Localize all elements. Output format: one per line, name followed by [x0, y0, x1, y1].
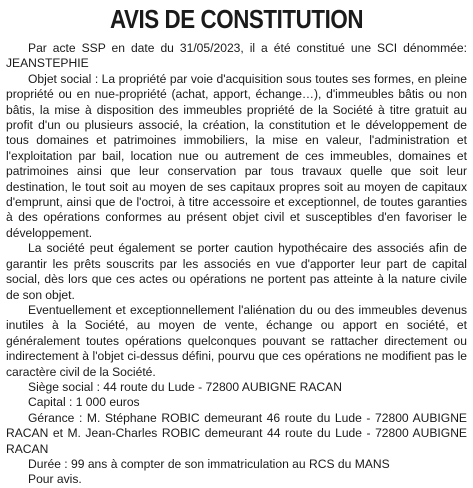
- notice-title: AVIS DE CONSTITUTION: [109, 4, 364, 34]
- gerance-paragraph: Gérance : M. Stéphane ROBIC demeurant 46 route du Lude - 72800 AUBIGNE RACAN et M. Jean-Charles ROBIC demeurant 44 route du Lude - 72800 AUBIGNE RACAN: [6, 410, 467, 456]
- duree-line: Durée : 99 ans à compter de son immatriculation au RCS du MANS: [28, 456, 390, 471]
- siege-social-line: Siège social : 44 route du Lude - 72800 AUBIGNE RACAN: [28, 379, 342, 394]
- alienation-paragraph: Eventuellement et exceptionnellement l'aliénation du ou des immeubles devenus inutiles à la Société, au moyen de vente, échange ou apport en société, et généralement toutes opérations quelconques pouvant se rattacher directement ou indirectement à l'objet ci-dessus défini, pourvu que ces opérations ne modifient pas le caractère civil de la Société.: [6, 302, 467, 379]
- garantie-paragraph: La société peut également se porter caution hypothécaire des associés afin de garantir les prêts souscrits par les associés en vue d'apporter leur part de capital social, dès lors que ces actes ou opérations ne portent pas atteinte à la nature civile de son objet.: [6, 241, 467, 302]
- notice-body: [6, 41, 467, 488]
- objet-social-paragraph: Objet social : La propriété par voie d'acquisition sous toutes ses formes, en pleine propriété ou en nue-propriété (achat, apport, échange…), d'immeubles bâtis ou non bâtis, la mise à disposition des immeubles propriété de la Société à titre gratuit au profit d'un ou plusieurs associé, la création, la constitution et le développement de tous domaines et patrimoines immobiliers, la mise en valeur, l'administration et l'exploitation par bail, location nue ou autrement de ces immeubles, domaines et patrimoines ainsi que leur conservation par tous travaux quelle que soit leur destination, le tout soit au moyen de ses capitaux propres soit au moyen de capitaux d'emprunt, ainsi que de l'octroi, à titre accessoire et exceptionnel, de toutes garanties à des opérations conformes au présent objet civil et susceptibles d'en favoriser le développement.: [6, 71, 467, 240]
- capital-line: Capital : 1 000 euros: [28, 395, 140, 410]
- closing-line: Pour avis.: [28, 472, 82, 487]
- intro-paragraph: Par acte SSP en date du 31/05/2023, il a été constitué une SCI dénommée: JEANSTEPHIE: [6, 41, 467, 71]
